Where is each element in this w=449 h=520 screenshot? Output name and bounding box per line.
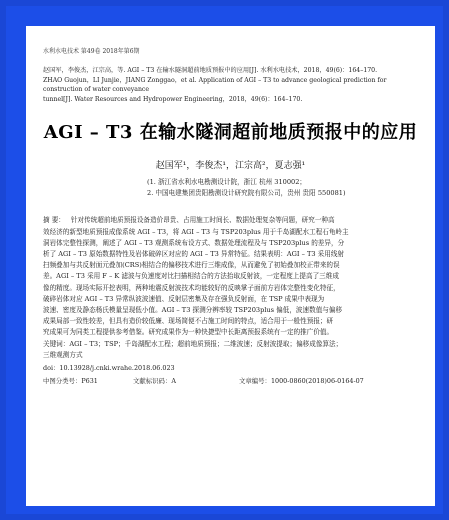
abstract-line: 像的精度。现场实际开挖表明，两种地震反射波技术均能较好的反映掌子面前方岩体完整性变化特征， <box>43 283 340 292</box>
abstract-label: 摘 要： <box>43 216 65 225</box>
journal-header: 水利水电技术 第49卷 2018年第6期 <box>43 48 140 55</box>
abstract-line: 成果局部一致性较差，但具有造价较低廉、现场简便不占施工时间的特点，适合用于一般性预报；研 <box>43 317 334 326</box>
classification-row <box>43 376 418 385</box>
citation-line: 赵国军，李俊杰，江宗高，等. AGI – T3 在输水隧洞超前地质预报中的应用[J]. 水利水电技术，2018，49(6)：164–170. <box>43 67 378 74</box>
abstract <box>43 215 418 338</box>
affiliation-line: (1. 浙江省水利水电勘测设计院，浙江 杭州 310002； <box>147 178 307 187</box>
abstract-text: 针对传统超前地质预报设备造价昂贵、占用施工时间长、数据处理复杂等问题，研究一种高 <box>70 216 335 225</box>
keywords <box>43 339 418 361</box>
abstract-line: 洞岩体完整性探测，阐述了 AGI – T3 观测系统布设方式、数据处理流程及与 TSP203plus 的差异，分 <box>43 238 345 247</box>
class-number: 中图分类号：P631 <box>43 376 98 385</box>
keywords-line-0 <box>43 339 418 350</box>
page-frame <box>6 6 443 514</box>
abstract-line: 差。AGI – T3 采用 F – K 滤波与负速度对比扫描相结合的方法抬取反射波，一定程度上提高了三维成 <box>43 272 339 281</box>
abstract-line-0 <box>43 215 418 226</box>
citation-block <box>43 66 418 104</box>
abstract-line: 扫频叠加与共反射面元叠加(CRS)相结合的偏移技术进行三维成像，从而避免了初始叠加校正带来的误 <box>43 261 340 270</box>
document-page <box>26 26 435 506</box>
citation-line: ZHAO Guojun，LI Junjie，JIANG Zonggao，et al. Application of AGI – T3 to advance geological prediction for construction of water conveyance <box>43 76 387 94</box>
doi: doi：10.13928/j.cnki.wrahe.2018.06.023 <box>43 363 175 372</box>
abstract-line: 究成果可为同类工程提供参考借鉴。研究成果作为一种快捷型中长距离预报系统有一定的推广价值。 <box>43 328 334 337</box>
keywords-line: 三维观测方式 <box>43 350 83 359</box>
abstract-line: 波速、密度及静态杨氏模量呈现低小值。AGI – T3 探测分辨率较 TSP203plus 偏低，波速数值与偏移 <box>43 306 343 314</box>
affiliations <box>43 177 418 199</box>
abstract-line: 破碎岩体对应 AGI – T3 异常纵波波速值、反射层密集及存在强负反射面，在 TSP 成果中表现为 <box>43 294 325 303</box>
keywords-text: AGI – T3；TSP；千岛湖配水工程；超前地质预报；二维波速；反射波提取；偏移成像算法； <box>69 339 343 348</box>
abstract-line: 效经济的新型地质预报成像系统 AGI – T3，将 AGI – T3 与 TSP203plus 用于千岛湖配水工程石龟岭主 <box>43 227 349 236</box>
abstract-line: 析了 AGI – T3 原始数据特性及岩体破碎区对应的 AGI – T3 异常特征。结果表明：AGI – T3 采用线射 <box>43 249 345 258</box>
author-list: 赵国军¹，李俊杰¹，江宗高²，夏志强¹ <box>155 161 306 172</box>
keywords-label: 关键词： <box>43 339 70 348</box>
paper-title: AGI – T3 在输水隧洞超前地质预报中的应用 <box>43 122 418 144</box>
article-number: 文章编号：1000-0860(2018)06-0164-07 <box>239 376 364 385</box>
citation-line: tunnel[J]. Water Resources and Hydropower Engineering，2018，49(6)：164–170. <box>43 95 303 103</box>
affiliation-line: 2. 中国电建集团贵阳勘测设计研究院有限公司，贵州 贵阳 550081) <box>147 189 346 198</box>
document-code: 文献标识码：A <box>133 376 176 385</box>
